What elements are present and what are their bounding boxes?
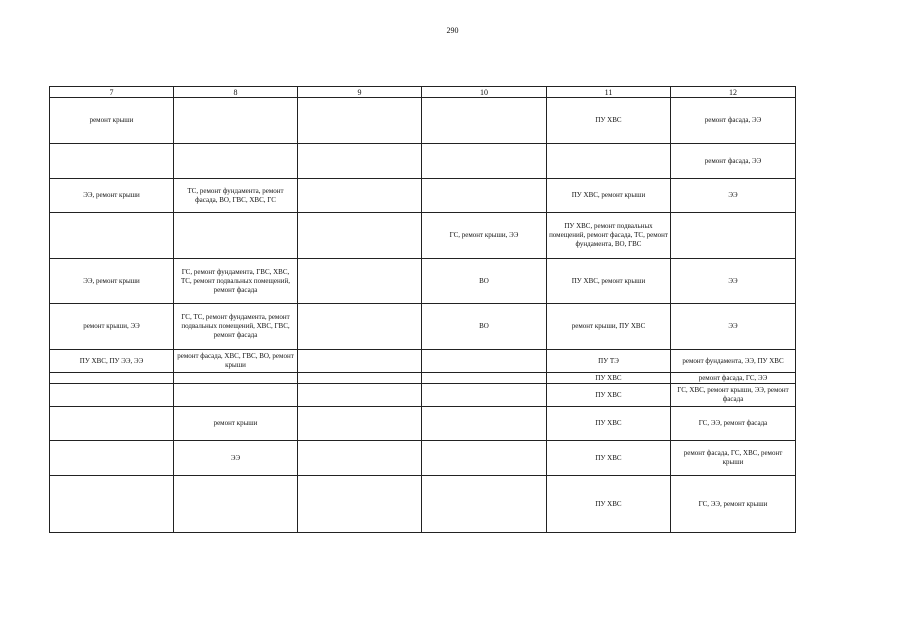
table-cell [422,407,547,441]
table-cell [50,441,174,476]
table-cell [298,441,422,476]
table-cell: ПУ ХВС, ремонт крыши [547,259,671,304]
table-cell [298,373,422,384]
table-cell: ВО [422,304,547,350]
table-cell [422,179,547,213]
table-cell [298,98,422,144]
table-cell: ЭЭ [671,179,796,213]
table-cell: ремонт крыши [174,407,298,441]
table-cell: ВО [422,259,547,304]
table-cell [174,144,298,179]
table-cell [50,407,174,441]
column-header: 7 [50,87,174,98]
table-cell: ремонт фасада, ХВС, ГВС, ВО, ремонт крыши [174,350,298,373]
table-cell [50,476,174,533]
table-cell [298,476,422,533]
table-cell [298,407,422,441]
table-cell: ремонт фасада, ЭЭ [671,144,796,179]
table-cell [298,213,422,259]
table-cell: ремонт фасада, ГС, ХВС, ремонт крыши [671,441,796,476]
table-cell [422,441,547,476]
table-cell [422,144,547,179]
table-cell [50,373,174,384]
table-row [50,441,796,476]
table-row [50,373,796,384]
table-cell: ГС, ХВС, ремонт крыши, ЭЭ, ремонт фасада [671,384,796,407]
table-cell [298,144,422,179]
table-cell: ГС, ремонт фундамента, ГВС, ХВС, ТС, ремонт подвальных помещений, ремонт фасада [174,259,298,304]
table-cell [298,304,422,350]
table-cell: ремонт крыши, ЭЭ [50,304,174,350]
table-cell: ПУ ХВС, ремонт подвальных помещений, ремонт фасада, ТС, ремонт фундамента, ВО, ГВС [547,213,671,259]
table-cell: ЭЭ, ремонт крыши [50,179,174,213]
table-cell [298,384,422,407]
table-cell [298,350,422,373]
table-cell: ГС, ЭЭ, ремонт фасада [671,407,796,441]
table-cell [298,259,422,304]
table-row [50,407,796,441]
table-cell: ЭЭ [174,441,298,476]
table-cell [422,373,547,384]
table-cell [50,144,174,179]
table-cell [174,98,298,144]
table-cell: ТС, ремонт фундамента, ремонт фасада, ВО, ГВС, ХВС, ГС [174,179,298,213]
table-cell: ремонт фундамента, ЭЭ, ПУ ХВС [671,350,796,373]
table-row [50,304,796,350]
table-cell [174,384,298,407]
table-row [50,476,796,533]
table-cell [422,98,547,144]
column-header: 9 [298,87,422,98]
table-cell [422,476,547,533]
table-cell: ремонт фасада, ГС, ЭЭ [671,373,796,384]
table-cell [422,384,547,407]
table-row [50,213,796,259]
table-header-row [50,87,796,98]
table-row [50,179,796,213]
table-cell: ПУ ХВС [547,98,671,144]
column-header: 11 [547,87,671,98]
table-cell: ПУ ХВС, ПУ ЭЭ, ЭЭ [50,350,174,373]
table-cell: ГС, ремонт крыши, ЭЭ [422,213,547,259]
table-cell: ремонт крыши, ПУ ХВС [547,304,671,350]
table-cell [547,144,671,179]
table-cell [50,213,174,259]
column-header: 8 [174,87,298,98]
table-row [50,98,796,144]
page-number: 290 [446,26,459,35]
column-header: 10 [422,87,547,98]
table-row [50,259,796,304]
table-cell [298,179,422,213]
table-cell: ПУ ХВС [547,384,671,407]
table-cell: ремонт крыши [50,98,174,144]
table-cell [174,213,298,259]
table-row [50,350,796,373]
table-cell: ПУ ТЭ [547,350,671,373]
table-row [50,144,796,179]
table-cell: ПУ ХВС [547,441,671,476]
table-cell [50,384,174,407]
table-cell: ЭЭ [671,259,796,304]
table-cell [174,373,298,384]
table-cell: ЭЭ [671,304,796,350]
table-cell: ремонт фасада, ЭЭ [671,98,796,144]
table-cell [174,476,298,533]
table-cell: ПУ ХВС [547,476,671,533]
table-cell: ПУ ХВС, ремонт крыши [547,179,671,213]
table-cell: ЭЭ, ремонт крыши [50,259,174,304]
table-cell: ГС, ЭЭ, ремонт крыши [671,476,796,533]
table-cell: ПУ ХВС [547,407,671,441]
table-cell: ПУ ХВС [547,373,671,384]
data-table [49,86,796,533]
column-header: 12 [671,87,796,98]
table-cell: ГС, ТС, ремонт фундамента, ремонт подвальных помещений, ХВС, ГВС, ремонт фасада [174,304,298,350]
table-row [50,384,796,407]
table-cell [422,350,547,373]
table-cell [671,213,796,259]
